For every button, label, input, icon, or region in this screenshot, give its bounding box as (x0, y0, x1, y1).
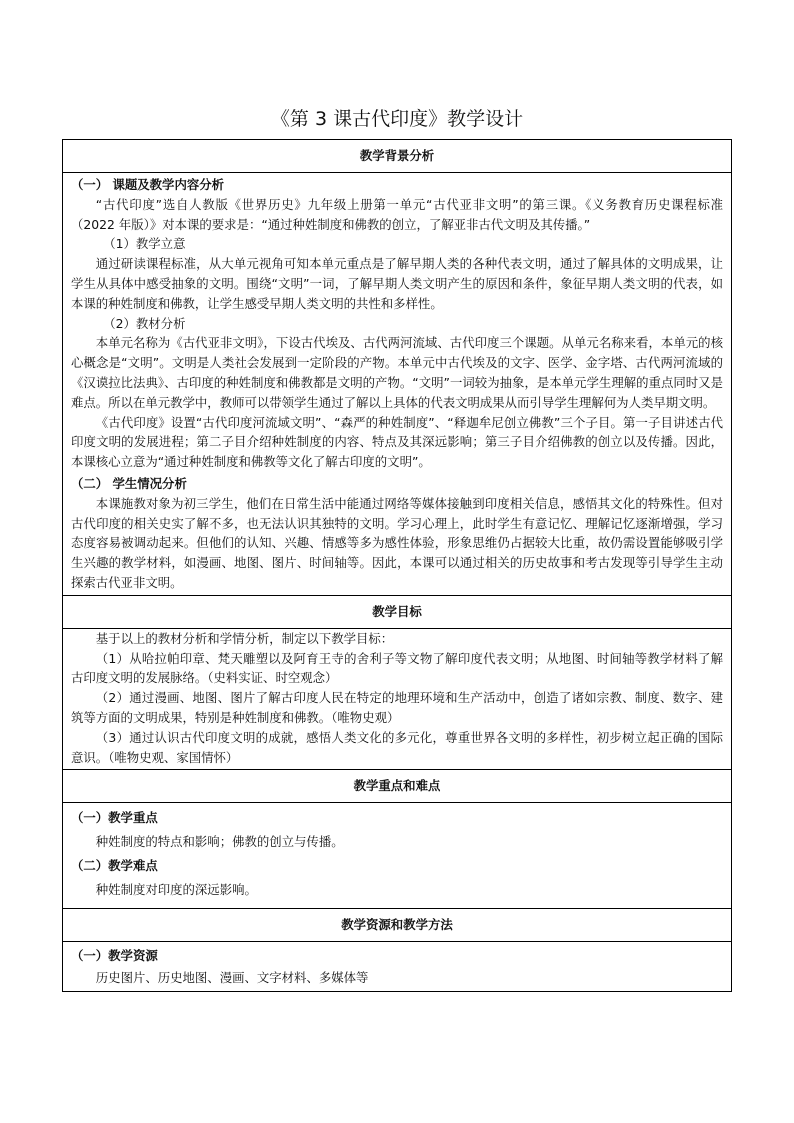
goal-item-3: （3）通过认识古代印度文明的成就，感悟人类文化的多元化，尊重世界各文明的多样性，初步树立起正确的国际意识。（唯物史观、家国情怀） (71, 729, 723, 765)
section-header-goals: 教学目标 (63, 595, 732, 628)
resources-heading: （一）教学资源 (71, 948, 158, 964)
sub2-heading: （2）教材分析 (103, 315, 186, 331)
section-header-resources: 教学资源和教学方法 (63, 909, 732, 942)
sub2-text2: 《古代印度》设置“古代印度河流域文明”、“森严的种姓制度”、“释迦牟尼创立佛教”三个子目。第一子目讲述古代印度文明的发展进程；第二子目介绍种姓制度的内容、特点及其深远影响；第三子目介绍佛教的创立以及传播。因此，本课核心立意为“通过种姓制度和佛教等文化了解古印度的文明”。 (71, 414, 723, 470)
section-header-keypoints: 教学重点和难点 (63, 770, 732, 803)
part2-text: 本课施教对象为初三学生，他们在日常生活中能通过网络等媒体接触到印度相关信息，感悟其文化的特殊性。但对古代印度的相关史实了解不多，也无法认识其独特的文明。学习心理上，此时学生有意记忆、理解记忆逐渐增强，学习态度容易被调动起来。但他们的认知、兴趣、情感等多为感性体验，形象思维仍占据较大比重，故仍需设置能够吸引学生兴趣的教学材料，如漫画、地图、图片、时间轴等。因此，本课可以通过相关的历史故事和考古发现等引导学生主动探索古代亚非文明。 (71, 495, 723, 590)
goals-content-row (63, 628, 732, 770)
part2-heading: （二） 学生情况分析 (71, 475, 187, 491)
background-content (63, 173, 732, 596)
resources-content (63, 942, 732, 992)
goals-content (63, 628, 732, 770)
document-title: 《第 3 课古代印度》教学设计 (270, 108, 524, 130)
background-content-row (63, 173, 732, 596)
sub1-heading: （1）教学立意 (103, 236, 186, 252)
focus-text: 种姓制度的特点和影响；佛教的创立与传播。 (95, 834, 344, 850)
resources-text: 历史图片、历史地图、漫画、文字材料、多媒体等 (95, 970, 369, 986)
sub1-text: 通过研读课程标准，从大单元视角可知本单元重点是了解早期人类的各种代表文明，通过了解具体的文明成果，让学生从具体中感受抽象的文明。围绕“文明”一词，了解早期人类文明产生的原因和条件，象征早期人类文明的代表，如本课的种姓制度和佛教，让学生感受早期人类文明的共性和多样性。 (71, 256, 723, 311)
part1-heading: （一） 课题及教学内容分析 (71, 177, 225, 192)
lesson-plan-table (62, 139, 732, 992)
keypoints-content-row (63, 803, 732, 909)
goals-header-row (63, 595, 732, 628)
goal-item-2: （2）通过漫画、地图、图片了解古印度人民在特定的地理环境和生产活动中，创造了诸如宗教、制度、数字、建筑等方面的文明成果，特别是种姓制度和佛教。（唯物史观） (71, 690, 723, 725)
section-header-background: 教学背景分析 (63, 140, 732, 173)
background-header-row (63, 140, 732, 173)
difficulty-heading: （二）教学难点 (71, 858, 158, 874)
part1-intro: “古代印度”选自人教版《世界历史》九年级上册第一单元“古代亚非文明”的第三课。《义务教育历史课程标准（2022 年版）》对本课的要求是：“通过种姓制度和佛教的创立，了解亚非古代文明及其传播。” (71, 196, 723, 232)
resources-content-row (63, 942, 732, 992)
focus-heading: （一）教学重点 (71, 810, 158, 826)
resources-header-row (63, 909, 732, 942)
goal-item-1: （1）从哈拉帕印章、梵天雕塑以及阿育王寺的舍利子等文物了解印度代表文明；从地图、时间轴等教学材料了解古印度文明的发展脉络。（史料实证、时空观念） (71, 650, 723, 686)
keypoints-content (63, 803, 732, 909)
keypoints-header-row (63, 770, 732, 803)
sub2-text1: 本单元名称为《古代亚非文明》，下设古代埃及、古代两河流域、古代印度三个课题。从单元名称来看，本单元的核心概念是“文明”。文明是人类社会发展到一定阶段的产物。本单元中古代埃及的文字、医学、金字塔、古代两河流域的《汉谟拉比法典》、古印度的种姓制度和佛教都是文明的产物。“文明”一词较为抽象，是本单元学生理解的重点同时又是难点。所以在单元教学中，教师可以带领学生通过了解以上具体的代表文明成果从而引导学生理解何为人类早期文明。 (71, 335, 723, 410)
difficulty-text: 种姓制度对印度的深远影响。 (95, 882, 257, 898)
goals-intro: 基于以上的教材分析和学情分析，制定以下教学目标： (95, 630, 394, 646)
